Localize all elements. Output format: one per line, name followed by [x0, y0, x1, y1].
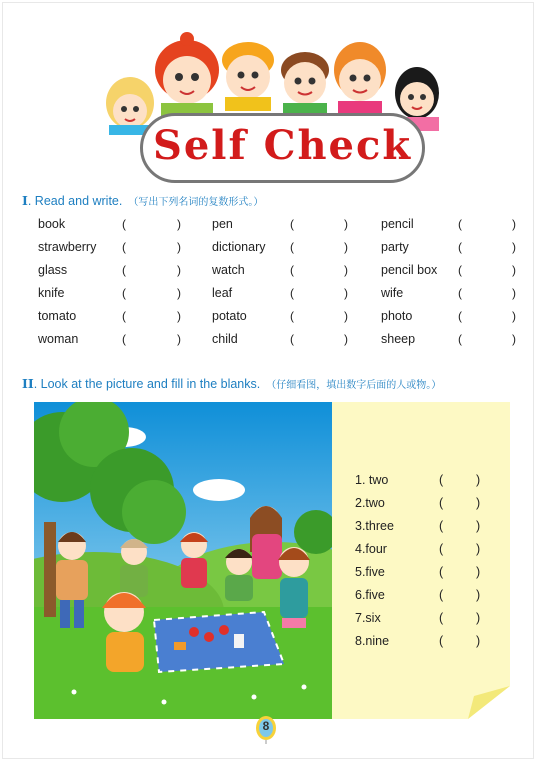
page-number-badge: [255, 716, 277, 744]
answer-item-label: 2.two: [355, 496, 385, 510]
answer-blank-close: ): [344, 332, 348, 346]
answer-item: [355, 519, 505, 542]
answer-blank-close: ): [177, 286, 181, 300]
picnic-picture: [34, 402, 332, 719]
answer-item-label: 4.four: [355, 542, 387, 556]
answer-item: [355, 611, 505, 634]
answer-item-label: 6.five: [355, 588, 385, 602]
answer-blank-open[interactable]: (: [290, 263, 294, 277]
word-row: [38, 309, 528, 332]
answer-blank-open[interactable]: (: [439, 473, 444, 487]
page-title: Self Check: [152, 122, 413, 169]
answer-item-label: 8.nine: [355, 634, 390, 648]
answer-blank-close: ): [476, 634, 481, 648]
answer-blank-close: ): [344, 240, 348, 254]
answer-item-label: 1. two: [355, 473, 389, 487]
word-row: [38, 286, 528, 309]
answer-blank-close: ): [344, 263, 348, 277]
answer-list: [355, 473, 505, 657]
answer-blank-open[interactable]: (: [122, 309, 126, 323]
answer-blank-open[interactable]: (: [122, 332, 126, 346]
answer-blank-close: ): [476, 519, 481, 533]
answer-blank-open[interactable]: (: [290, 332, 294, 346]
word-cell: tomato: [38, 309, 77, 323]
word-cell: pencil box: [381, 263, 438, 277]
answer-blank-open[interactable]: (: [439, 496, 444, 510]
word-row: [38, 240, 528, 263]
word-row: [38, 263, 528, 286]
page-curl: [468, 686, 510, 719]
answer-blank-close: ): [476, 565, 481, 579]
answer-blank-open[interactable]: (: [122, 240, 126, 254]
answer-blank-close: ): [512, 332, 516, 346]
word-cell: dictionary: [212, 240, 266, 254]
word-cell: photo: [381, 309, 413, 323]
answer-blank-open[interactable]: (: [290, 309, 294, 323]
word-cell: pencil: [381, 217, 414, 231]
answer-blank-close: ): [512, 263, 516, 277]
answer-blank-open[interactable]: (: [439, 588, 444, 602]
word-grid: [38, 217, 528, 355]
answer-item-label: 3.three: [355, 519, 394, 533]
answer-blank-close: ): [476, 496, 481, 510]
answer-blank-open[interactable]: (: [439, 634, 444, 648]
answer-blank-close: ): [177, 263, 181, 277]
answer-blank-open[interactable]: (: [122, 286, 126, 300]
word-cell: sheep: [381, 332, 416, 346]
answer-item: [355, 588, 505, 611]
answer-blank-close: ): [476, 473, 481, 487]
word-cell: leaf: [212, 286, 233, 300]
word-cell: strawberry: [38, 240, 97, 254]
section2-instruction: （仔细看图，填出数字后面的人或物。）: [266, 380, 442, 391]
answer-blank-close: ): [344, 217, 348, 231]
section1-heading: [22, 193, 263, 208]
answer-blank-close: ): [344, 286, 348, 300]
answer-item: [355, 565, 505, 588]
answer-blank-open[interactable]: (: [290, 286, 294, 300]
answer-blank-close: ): [177, 217, 181, 231]
answer-blank-open[interactable]: (: [458, 309, 462, 323]
word-cell: wife: [381, 286, 404, 300]
answer-blank-open[interactable]: (: [439, 611, 444, 625]
word-cell: child: [212, 332, 238, 346]
word-cell: woman: [38, 332, 79, 346]
word-cell: book: [38, 217, 66, 231]
answer-blank-close: ): [476, 611, 481, 625]
answer-item-label: 5.five: [355, 565, 385, 579]
answer-blank-open[interactable]: (: [439, 519, 444, 533]
title-banner: [140, 113, 425, 183]
answer-blank-open[interactable]: (: [122, 263, 126, 277]
answer-blank-open[interactable]: (: [458, 240, 462, 254]
header: [95, 25, 440, 180]
page-number: 8: [262, 719, 270, 733]
word-cell: watch: [212, 263, 245, 277]
answer-blank-open[interactable]: (: [290, 240, 294, 254]
answer-blank-close: ): [512, 240, 516, 254]
picnic-illustration: [34, 402, 332, 719]
answer-blank-open[interactable]: (: [439, 542, 444, 556]
answer-blank-open[interactable]: (: [458, 263, 462, 277]
answer-blank-close: ): [512, 217, 516, 231]
answer-blank-open[interactable]: (: [439, 565, 444, 579]
word-row: [38, 217, 528, 240]
word-cell: knife: [38, 286, 65, 300]
answer-blank-close: ): [344, 309, 348, 323]
word-row: [38, 332, 528, 355]
answer-item: [355, 634, 505, 657]
word-cell: pen: [212, 217, 233, 231]
answer-blank-open[interactable]: (: [458, 332, 462, 346]
section1-title: . Read and write.: [27, 194, 123, 208]
word-cell: potato: [212, 309, 247, 323]
section2-title: . Look at the picture and fill in the blanks.: [33, 377, 261, 391]
answer-blank-close: ): [177, 309, 181, 323]
answer-blank-open[interactable]: (: [458, 286, 462, 300]
answer-item: [355, 496, 505, 519]
section2-number: II: [22, 376, 34, 391]
answer-item: [355, 542, 505, 565]
answer-item: [355, 473, 505, 496]
section1-number: I: [22, 193, 28, 208]
answer-blank-close: ): [512, 286, 516, 300]
answer-blank-close: ): [476, 542, 481, 556]
answer-blank-close: ): [177, 240, 181, 254]
answer-blank-close: ): [476, 588, 481, 602]
answer-blank-open[interactable]: (: [290, 217, 294, 231]
word-cell: glass: [38, 263, 68, 277]
answer-blank-open[interactable]: (: [458, 217, 462, 231]
answer-blank-open[interactable]: (: [122, 217, 126, 231]
section1-instruction: （写出下列名词的复数形式。）: [128, 197, 264, 208]
word-cell: party: [381, 240, 409, 254]
answer-blank-close: ): [177, 332, 181, 346]
answer-blank-close: ): [512, 309, 516, 323]
section2-heading: [22, 376, 441, 391]
answer-item-label: 7.six: [355, 611, 381, 625]
